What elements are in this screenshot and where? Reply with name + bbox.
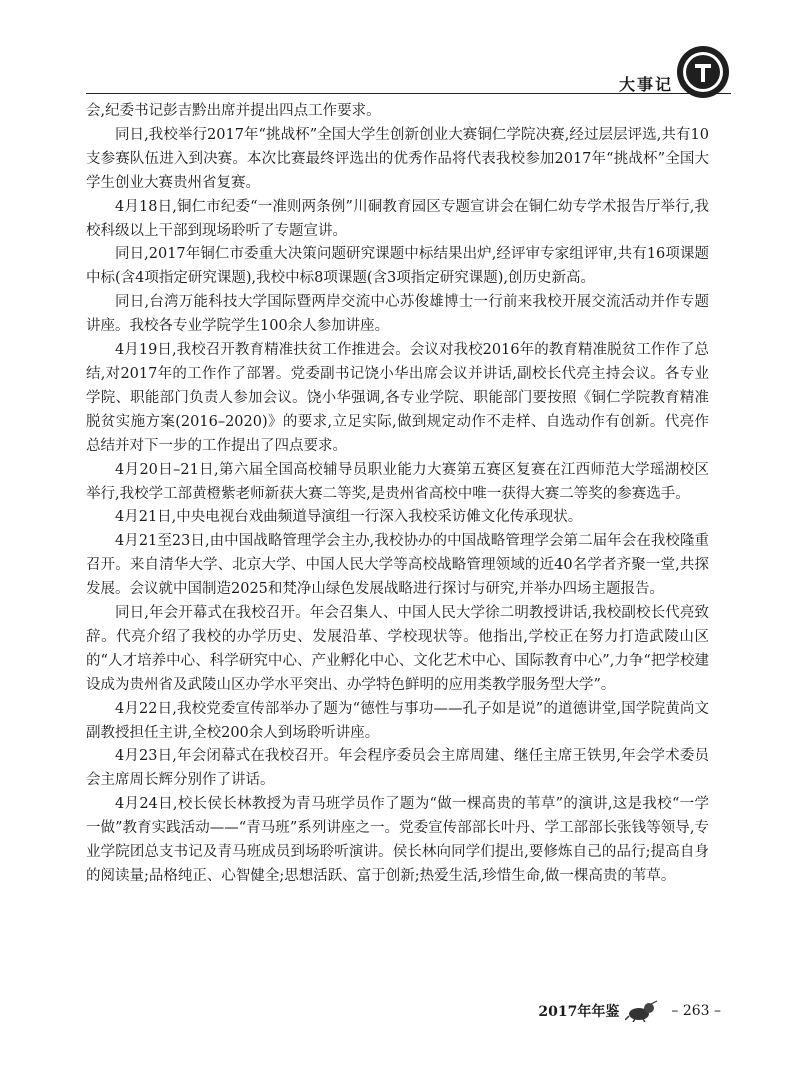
chronicle-paragraph: 4月20日–21日,第六届全国高校辅导员职业能力大赛第五赛区复赛在江西师范大学瑶湖校区举行,我校学工部黄橙紫老师新获大赛二等奖,是贵州省高校中唯一获得大赛二等奖的参赛选手。 [86,461,709,502]
chronicle-paragraph: 4月21日,中央电视台戏曲频道导演组一行深入我校采访傩文化传承现状。 [115,509,583,526]
page-number: – 263 – [671,1003,721,1019]
mascot-icon [625,1000,659,1022]
university-logo-icon [675,44,731,100]
chronicle-paragraph: 4月19日,我校召开教育精准扶贫工作推进会。会议对我校2016年的教育精准脱贫工作作了总结,对2017年的工作作了部署。党委副书记饶小华出席会议并讲话,副校长代亮主持会议。各专业学院、职能部门负责人参加会议。饶小华强调,各专业学院、职能部门要按照《铜仁学院教育精准脱贫实施方案(2016–2020)》的要求,立足实际,做到规定动作不走样、自选动作有创新。代亮作总结并对下一步的工作提出了四点要求。 [86,342,709,454]
chronicle-paragraph: 4月24日,校长侯长林教授为青马班学员作了题为“做一棵高贵的苇草”的演讲,这是我校“一学一做”教育实践活动——“青马班”系列讲座之一。党委宣传部部长叶丹、学工部部长张钱等领导,专业学院团总支书记及青马班成员到场聆听演讲。侯长林向同学们提出,要修炼自己的品行;提高自身的阅读量;品格纯正、心智健全;思想活跃、富于创新;热爱生活,珍惜生命,做一棵高贵的苇草。 [86,796,709,884]
running-header-title: 大事记 [618,75,673,94]
chronicle-paragraph: 4月23日,年会闭幕式在我校召开。年会程序委员会主席周建、继任主席王铁男,年会学术委员会主席周长辉分别作了讲话。 [86,748,709,789]
chronicle-paragraph: 同日,我校举行2017年“挑战杯”全国大学生创新创业大赛铜仁学院决赛,经过层层评选,共有10支参赛队伍进入到决赛。本次比赛最终评选出的优秀作品将代表我校参加2017年“挑战杯”全国大学生创业大赛贵州省复赛。 [86,126,709,191]
chronicle-paragraph: 4月18日,铜仁市纪委“一准则两条例”川硐教育园区专题宣讲会在铜仁幼专学术报告厅举行,我校科级以上干部到现场聆听了专题宣讲。 [86,198,709,239]
chronicle-paragraph: 同日,台湾万能科技大学国际暨两岸交流中心苏俊雄博士一行前来我校开展交流活动并作专题讲座。我校各专业学院学生100余人参加讲座。 [86,294,709,335]
chronicle-paragraph: 同日,年会开幕式在我校召开。年会召集人、中国人民大学徐二明教授讲话,我校副校长代亮致辞。代亮介绍了我校的办学历史、发展沿革、学校现状等。他指出,学校正在努力打造武陵山区的“人才培养中心、科学研究中心、产业孵化中心、文化艺术中心、国际教育中心”,力争“把学校建设成为贵州省及武陵山区办学水平突出、办学特色鲜明的应用类教学服务型大学”。 [86,605,709,693]
chronicle-paragraph: 同日,2017年铜仁市委重大决策问题研究课题中标结果出炉,经评审专家组评审,共有16项课题中标(含4项指定研究课题),我校中标8项课题(含3项指定研究课题),创历史新高。 [86,246,709,287]
chronicle-body [86,100,709,889]
yearbook-title: 2017年年鉴 [538,1004,620,1020]
chronicle-paragraph: 会,纪委书记彭吉黔出席并提出四点工作要求。 [86,103,381,119]
chronicle-paragraph: 4月21至23日,由中国战略管理学会主办,我校协办的中国战略管理学会第二届年会在我校隆重召开。来自清华大学、北京大学、中国人民大学等高校战略管理领域的近40名学者齐聚一堂,共探发展。会议就中国制造2025和梵净山绿色发展战略进行探讨与研究,并举办四场主题报告。 [86,533,709,598]
page-footer [538,1000,721,1022]
chronicle-paragraph: 4月22日,我校党委宣传部举办了题为“德性与事功——孔子如是说”的道德讲堂,国学院黄尚文副教授担任主讲,全校200余人到场聆听讲座。 [86,700,709,741]
